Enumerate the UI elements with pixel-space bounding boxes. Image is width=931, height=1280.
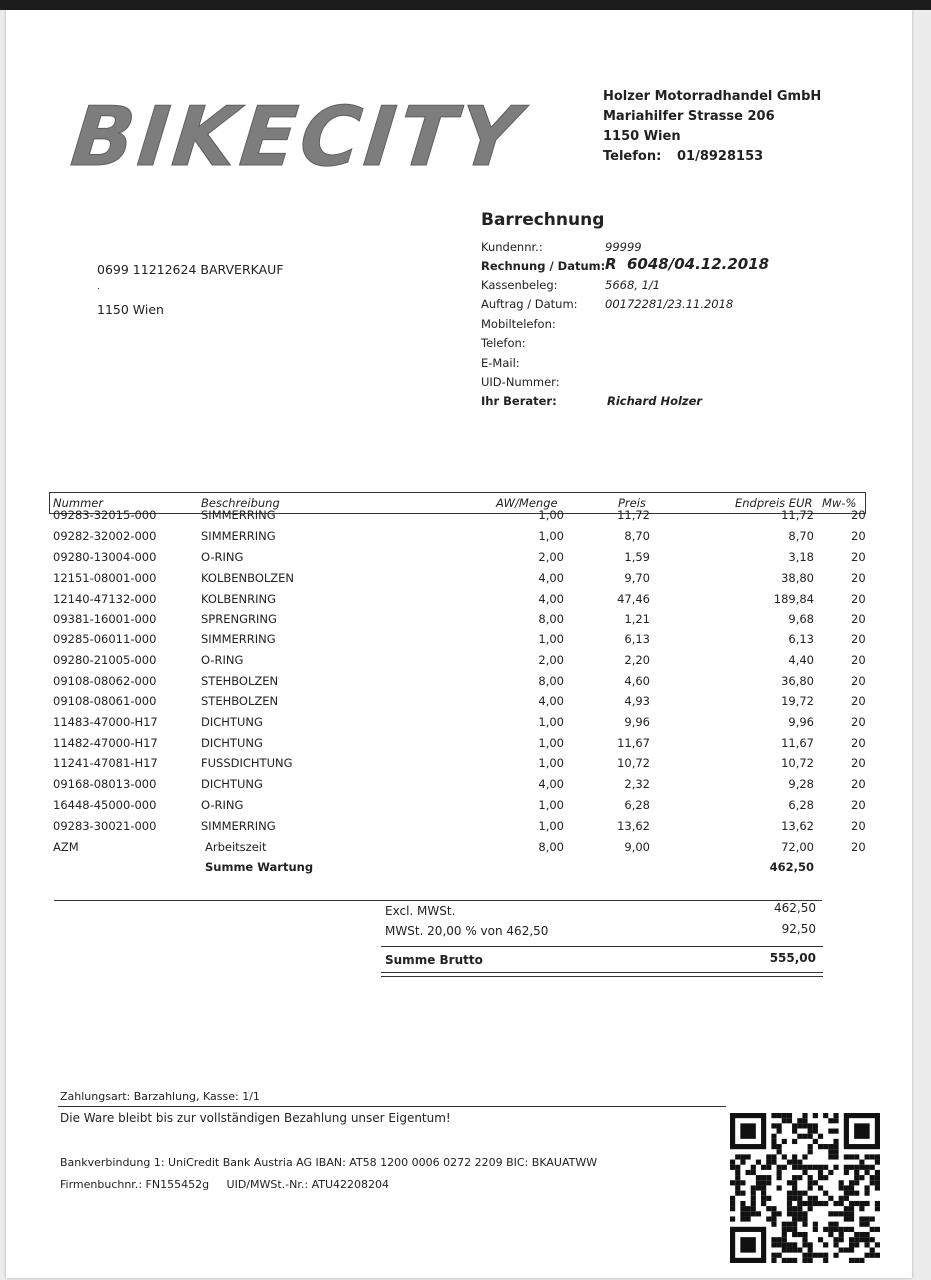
- cell-menge: 4,00: [538, 571, 564, 585]
- cell-mwst: 20: [851, 632, 866, 646]
- cell-endpreis: 36,80: [781, 674, 814, 688]
- cell-nummer: 09381-16001-000: [53, 612, 157, 626]
- company-name: Holzer Motorradhandel GmbH: [603, 89, 822, 104]
- cell-beschreibung: DICHTUNG: [201, 715, 263, 729]
- table-row: [6, 840, 912, 860]
- cell-menge: 1,00: [538, 736, 564, 750]
- cell-endpreis: 9,96: [788, 715, 814, 729]
- table-row: [6, 798, 912, 818]
- table-row: [6, 756, 912, 776]
- meta-value-rechnung: R 6048/04.12.2018: [605, 255, 770, 273]
- cell-endpreis: 72,00: [781, 840, 814, 854]
- cell-preis: 6,28: [624, 798, 650, 812]
- table-row: [6, 736, 912, 756]
- cell-preis: 13,62: [617, 819, 650, 833]
- cell-nummer: 11483-47000-H17: [53, 715, 158, 729]
- summe-brutto-value: 555,00: [769, 951, 816, 965]
- cell-menge: 4,00: [538, 694, 564, 708]
- meta-label-berater: Ihr Berater:: [481, 394, 557, 408]
- cell-beschreibung: O-RING: [201, 798, 244, 812]
- table-row: [6, 777, 912, 797]
- cell-beschreibung: KOLBENRING: [201, 592, 277, 606]
- meta-value-auftrag: 00172281/23.11.2018: [605, 297, 734, 311]
- cell-menge: 1,00: [538, 508, 564, 522]
- cell-menge: 1,00: [538, 798, 564, 812]
- cell-preis: 6,13: [624, 632, 650, 646]
- cell-mwst: 20: [851, 592, 866, 606]
- cell-nummer: 12151-08001-000: [53, 571, 157, 585]
- cell-beschreibung: SIMMERRING: [201, 508, 276, 522]
- cell-nummer: 16448-45000-000: [53, 798, 157, 812]
- cell-endpreis: 6,28: [788, 798, 814, 812]
- cell-preis: 2,20: [624, 653, 650, 667]
- cell-endpreis: 9,28: [788, 777, 814, 791]
- cell-beschreibung: SIMMERRING: [201, 819, 276, 833]
- cell-nummer: AZM: [53, 840, 79, 854]
- cell-nummer: 09280-13004-000: [53, 550, 157, 564]
- cell-nummer: 09108-08062-000: [53, 674, 157, 688]
- cell-nummer: 09168-08013-000: [53, 777, 157, 791]
- totals-rule: [381, 946, 823, 947]
- cell-mwst: 20: [851, 798, 866, 812]
- meta-value-kassenbeleg: 5668, 1/1: [605, 278, 661, 292]
- table-row: [6, 632, 912, 652]
- meta-label-kundennr: Kundennr.:: [481, 240, 543, 254]
- cell-endpreis: 9,68: [788, 612, 814, 626]
- cell-preis: 11,72: [617, 508, 650, 522]
- cell-preis: 4,60: [624, 674, 650, 688]
- cell-menge: 8,00: [538, 840, 564, 854]
- brutto-rule-2: [381, 976, 823, 977]
- col-header-nummer: Nummer: [53, 496, 104, 510]
- excl-mwst-value: 462,50: [774, 901, 816, 915]
- table-row: [6, 550, 912, 570]
- cell-mwst: 20: [851, 694, 866, 708]
- cell-menge: 2,00: [538, 550, 564, 564]
- cell-menge: 1,00: [538, 632, 564, 646]
- cell-endpreis: 8,70: [788, 529, 814, 543]
- cell-endpreis: 13,62: [781, 819, 814, 833]
- cell-nummer: 09282-32002-000: [53, 529, 157, 543]
- table-row: [6, 571, 912, 591]
- scan-top-edge: [0, 0, 931, 10]
- cell-preis: 47,46: [617, 592, 650, 606]
- cell-beschreibung: SIMMERRING: [201, 529, 276, 543]
- cell-beschreibung: DICHTUNG: [201, 777, 263, 791]
- excl-mwst-label: Excl. MWSt.: [385, 904, 456, 918]
- company-city: 1150 Wien: [603, 129, 681, 144]
- cell-beschreibung: KOLBENBOLZEN: [201, 571, 295, 585]
- cell-mwst: 20: [851, 529, 866, 543]
- qr-code: [728, 1111, 882, 1265]
- cell-menge: 1,00: [538, 715, 564, 729]
- cell-mwst: 20: [851, 550, 866, 564]
- cell-preis: 8,70: [624, 529, 650, 543]
- table-row: [6, 653, 912, 673]
- cell-endpreis: 38,80: [781, 571, 814, 585]
- cell-preis: 10,72: [617, 756, 650, 770]
- cell-menge: 8,00: [538, 612, 564, 626]
- cell-endpreis: 4,40: [788, 653, 814, 667]
- cell-mwst: 20: [851, 571, 866, 585]
- cell-mwst: 20: [851, 756, 866, 770]
- cell-nummer: 09285-06011-000: [53, 632, 157, 646]
- summe-wartung-label: Summe Wartung: [205, 860, 314, 874]
- col-header-beschreibung: Beschreibung: [201, 496, 280, 510]
- table-row: [6, 592, 912, 612]
- meta-label-email: E-Mail:: [481, 356, 520, 370]
- cell-mwst: 20: [851, 840, 866, 854]
- meta-label-telefon: Telefon:: [481, 336, 526, 350]
- mwst-value: 92,50: [781, 922, 816, 936]
- col-header-mwst: Mw-%: [822, 496, 857, 510]
- cell-mwst: 20: [851, 674, 866, 688]
- cell-beschreibung: SIMMERRING: [201, 632, 276, 646]
- table-row: [6, 529, 912, 549]
- summe-wartung-row: [6, 860, 912, 880]
- cell-endpreis: 3,18: [788, 550, 814, 564]
- cell-menge: 1,00: [538, 756, 564, 770]
- company-street: Mariahilfer Strasse 206: [603, 109, 775, 124]
- footer-rule: [58, 1106, 726, 1107]
- cell-endpreis: 11,67: [781, 736, 814, 750]
- cell-mwst: 20: [851, 508, 866, 522]
- meta-label-kassenbeleg: Kassenbeleg:: [481, 278, 558, 292]
- customer-line2: .: [97, 282, 100, 292]
- customer-city: 1150 Wien: [97, 302, 164, 317]
- cell-nummer: 09280-21005-000: [53, 653, 157, 667]
- table-row: [6, 508, 912, 528]
- cell-preis: 1,59: [624, 550, 650, 564]
- meta-label-rechnung: Rechnung / Datum:: [481, 259, 606, 273]
- cell-preis: 4,93: [624, 694, 650, 708]
- cell-preis: 1,21: [624, 612, 650, 626]
- cell-menge: 4,00: [538, 592, 564, 606]
- firmenbuch: Firmenbuchnr.: FN155452g UID/MWSt.-Nr.: ATU42208204: [60, 1178, 390, 1191]
- cell-endpreis: 10,72: [781, 756, 814, 770]
- cell-mwst: 20: [851, 715, 866, 729]
- cell-beschreibung: Arbeitszeit: [205, 840, 267, 854]
- cell-preis: 9,70: [624, 571, 650, 585]
- col-header-menge: AW/Menge: [496, 496, 558, 510]
- table-row: [6, 674, 912, 694]
- table-row: [6, 715, 912, 735]
- meta-label-mobiltelefon: Mobiltelefon:: [481, 317, 556, 331]
- cell-beschreibung: STEHBOLZEN: [201, 674, 279, 688]
- cell-nummer: 11482-47000-H17: [53, 736, 158, 750]
- meta-value-kundennr: 99999: [605, 240, 642, 254]
- document-title: Barrechnung: [481, 210, 605, 230]
- cell-mwst: 20: [851, 777, 866, 791]
- company-phone: 01/8928153: [677, 149, 764, 164]
- meta-label-uid: UID-Nummer:: [481, 375, 560, 389]
- cell-preis: 9,00: [624, 840, 650, 854]
- company-phone-label: Telefon:: [603, 149, 662, 164]
- cell-nummer: 09283-30021-000: [53, 819, 157, 833]
- bankverbindung: Bankverbindung 1: UniCredit Bank Austria AG IBAN: AT58 1200 0006 0272 2209 BIC: BKAUATWW: [60, 1156, 598, 1169]
- cell-beschreibung: O-RING: [201, 550, 244, 564]
- company-address: [603, 87, 821, 167]
- mwst-label: MWSt. 20,00 % von 462,50: [385, 924, 549, 938]
- summe-wartung-value: 462,50: [769, 860, 814, 874]
- summe-brutto-label: Summe Brutto: [385, 953, 483, 967]
- table-row: [6, 819, 912, 839]
- cell-endpreis: 6,13: [788, 632, 814, 646]
- brutto-rule-1: [381, 972, 823, 973]
- cell-mwst: 20: [851, 819, 866, 833]
- cell-nummer: 09283-32015-000: [53, 508, 157, 522]
- cell-menge: 8,00: [538, 674, 564, 688]
- company-phone-line: [603, 147, 821, 167]
- col-header-endpreis: Endpreis EUR: [735, 496, 813, 510]
- cell-preis: 9,96: [624, 715, 650, 729]
- cell-nummer: 11241-47081-H17: [53, 756, 158, 770]
- col-header-preis: Preis: [618, 496, 646, 510]
- cell-menge: 1,00: [538, 819, 564, 833]
- cell-mwst: 20: [851, 736, 866, 750]
- bikecity-logo: BIKECITY: [67, 90, 528, 185]
- cell-preis: 2,32: [624, 777, 650, 791]
- meta-label-auftrag: Auftrag / Datum:: [481, 297, 578, 311]
- cell-beschreibung: DICHTUNG: [201, 736, 263, 750]
- cell-beschreibung: SPRENGRING: [201, 612, 277, 626]
- table-row: [6, 612, 912, 632]
- cell-mwst: 20: [851, 653, 866, 667]
- cell-beschreibung: STEHBOLZEN: [201, 694, 279, 708]
- cell-menge: 2,00: [538, 653, 564, 667]
- cell-endpreis: 11,72: [781, 508, 814, 522]
- cell-endpreis: 19,72: [781, 694, 814, 708]
- cell-nummer: 12140-47132-000: [53, 592, 157, 606]
- cell-beschreibung: FUSSDICHTUNG: [201, 756, 293, 770]
- table-row: [6, 694, 912, 714]
- zahlungsart: Zahlungsart: Barzahlung, Kasse: 1/1: [60, 1090, 260, 1103]
- meta-value-berater: Richard Holzer: [607, 394, 703, 408]
- customer-line1: 0699 11212624 BARVERKAUF: [97, 262, 284, 277]
- cell-preis: 11,67: [617, 736, 650, 750]
- cell-nummer: 09108-08061-000: [53, 694, 157, 708]
- eigentumsvorbehalt: Die Ware bleibt bis zur vollständigen Bezahlung unser Eigentum!: [60, 1111, 451, 1125]
- cell-mwst: 20: [851, 612, 866, 626]
- invoice-page: [6, 10, 912, 1278]
- cell-endpreis: 189,84: [773, 592, 814, 606]
- cell-menge: 1,00: [538, 529, 564, 543]
- cell-beschreibung: O-RING: [201, 653, 244, 667]
- cell-menge: 4,00: [538, 777, 564, 791]
